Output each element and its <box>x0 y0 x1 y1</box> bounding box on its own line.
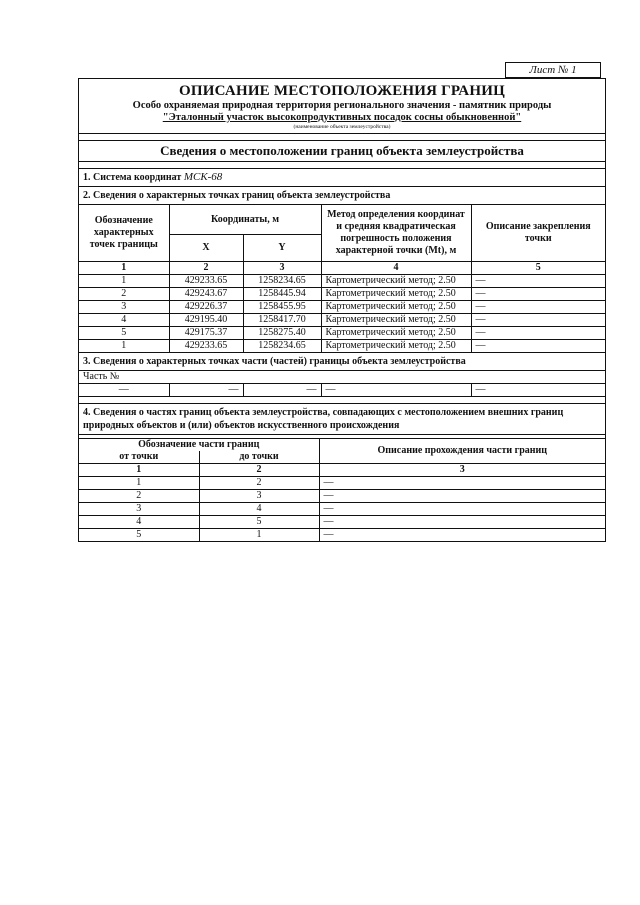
col-number: 3 <box>243 262 321 275</box>
col-number: 1 <box>79 262 169 275</box>
table-row <box>79 384 605 397</box>
to-point: 5 <box>199 516 319 529</box>
coord-y: 1258234.65 <box>243 340 321 353</box>
coord-x: 429175.37 <box>169 327 243 340</box>
spacer <box>79 162 605 169</box>
table-row <box>79 529 605 542</box>
parts-points-table <box>79 371 605 396</box>
col-y-header: Y <box>243 235 321 262</box>
method: Картометрический метод; 2.50 <box>321 314 471 327</box>
fixing-description: — <box>471 327 605 340</box>
parts-points-table-wrap <box>79 371 605 397</box>
coord-x: 429233.65 <box>169 340 243 353</box>
table-row <box>79 314 605 327</box>
to-point: 2 <box>199 477 319 490</box>
object-name: "Эталонный участок высокопродуктивных посадок сосны обыкновенной" <box>162 112 522 123</box>
coord-y: 1258234.65 <box>243 275 321 288</box>
col-x-header: X <box>169 235 243 262</box>
point-id: 4 <box>79 314 169 327</box>
section-1-label: 1. Система координат <box>83 172 182 183</box>
sheet-number-box <box>505 62 601 78</box>
points-table <box>79 205 605 352</box>
document-title: ОПИСАНИЕ МЕСТОПОЛОЖЕНИЯ ГРАНИЦ <box>179 83 505 99</box>
fixing-description: — <box>471 275 605 288</box>
method: Картометрический метод; 2.50 <box>321 288 471 301</box>
from-point: 4 <box>79 516 199 529</box>
col-point-header: Обозначение характерных точек границы <box>79 205 169 262</box>
method: Картометрический метод; 2.50 <box>321 275 471 288</box>
col-number: 1 <box>79 464 199 477</box>
fixing-description: — <box>471 301 605 314</box>
passage-description: — <box>319 477 605 490</box>
col-number: 5 <box>471 262 605 275</box>
from-point: 1 <box>79 477 199 490</box>
point-id: 2 <box>79 288 169 301</box>
table-row <box>79 288 605 301</box>
fixing-description: — <box>471 340 605 353</box>
table-row <box>79 275 605 288</box>
section-4-label: 4. Сведения о частях границ объекта землеустройства, совпадающих с местоположением внешних границ природных объектов и (или) объектов искусственного происхождения <box>79 404 605 435</box>
to-point: 1 <box>199 529 319 542</box>
point-id: 5 <box>79 327 169 340</box>
points-table-wrap <box>79 205 605 353</box>
coord-x: 429233.65 <box>169 275 243 288</box>
table-row <box>79 477 605 490</box>
point-id: 3 <box>79 301 169 314</box>
table-row <box>79 516 605 529</box>
part-number-label: Часть № <box>79 371 605 384</box>
table-row <box>79 490 605 503</box>
sheet-label: Лист № 1 <box>529 64 577 76</box>
passage-description: — <box>319 529 605 542</box>
document-header <box>79 79 605 134</box>
method: Картометрический метод; 2.50 <box>321 301 471 314</box>
empty-cell: — <box>79 384 169 397</box>
coord-y: 1258455.95 <box>243 301 321 314</box>
empty-cell: — <box>471 384 605 397</box>
boundary-description-document <box>78 78 606 542</box>
col-to-header: до точки <box>199 451 319 464</box>
spacer <box>79 397 605 404</box>
section-2-label: 2. Сведения о характерных точках границ объекта землеустройства <box>79 187 605 205</box>
method: Картометрический метод; 2.50 <box>321 327 471 340</box>
passage-description: — <box>319 516 605 529</box>
col-desc-header: Описание закрепления точки <box>471 205 605 262</box>
point-id: 1 <box>79 340 169 353</box>
spacer <box>79 134 605 141</box>
coord-x: 429226.37 <box>169 301 243 314</box>
section-title: Сведения о местоположении границ объекта землеустройства <box>79 141 605 162</box>
table-row <box>79 340 605 353</box>
table-row <box>79 301 605 314</box>
coord-y: 1258445.94 <box>243 288 321 301</box>
col-number: 3 <box>319 464 605 477</box>
coord-x: 429195.40 <box>169 314 243 327</box>
fixing-description: — <box>471 314 605 327</box>
passage-description: — <box>319 503 605 516</box>
col-from-header: от точки <box>79 451 199 464</box>
coord-y: 1258417.70 <box>243 314 321 327</box>
from-point: 3 <box>79 503 199 516</box>
fixing-description: — <box>471 288 605 301</box>
coordinate-system-value: МСК-68 <box>183 171 223 183</box>
table-row <box>79 503 605 516</box>
col-coords-header: Координаты, м <box>169 205 321 235</box>
section-1 <box>79 169 605 187</box>
coord-x: 429243.67 <box>169 288 243 301</box>
empty-cell: — <box>169 384 243 397</box>
object-name-note: (наименование объекта землеустройства) <box>293 124 391 130</box>
col-designation-header: Обозначение части границ <box>79 439 319 451</box>
from-point: 5 <box>79 529 199 542</box>
from-point: 2 <box>79 490 199 503</box>
passage-description: — <box>319 490 605 503</box>
table-row <box>79 327 605 340</box>
boundary-parts-table <box>79 439 605 541</box>
to-point: 4 <box>199 503 319 516</box>
empty-cell: — <box>321 384 471 397</box>
col-method-header: Метод определения координат и средняя квадратическая погрешность положения характерной точки (Mt), м <box>321 205 471 262</box>
col-number: 4 <box>321 262 471 275</box>
col-number: 2 <box>199 464 319 477</box>
empty-cell: — <box>243 384 321 397</box>
method: Картометрический метод; 2.50 <box>321 340 471 353</box>
coord-y: 1258275.40 <box>243 327 321 340</box>
point-id: 1 <box>79 275 169 288</box>
col-passage-header: Описание прохождения части границ <box>319 439 605 464</box>
to-point: 3 <box>199 490 319 503</box>
col-number: 2 <box>169 262 243 275</box>
document-subtitle: Особо охраняемая природная территория регионального значения - памятник природы <box>132 100 552 111</box>
section-3-label: 3. Сведения о характерных точках части (частей) границы объекта землеустройства <box>79 353 605 371</box>
